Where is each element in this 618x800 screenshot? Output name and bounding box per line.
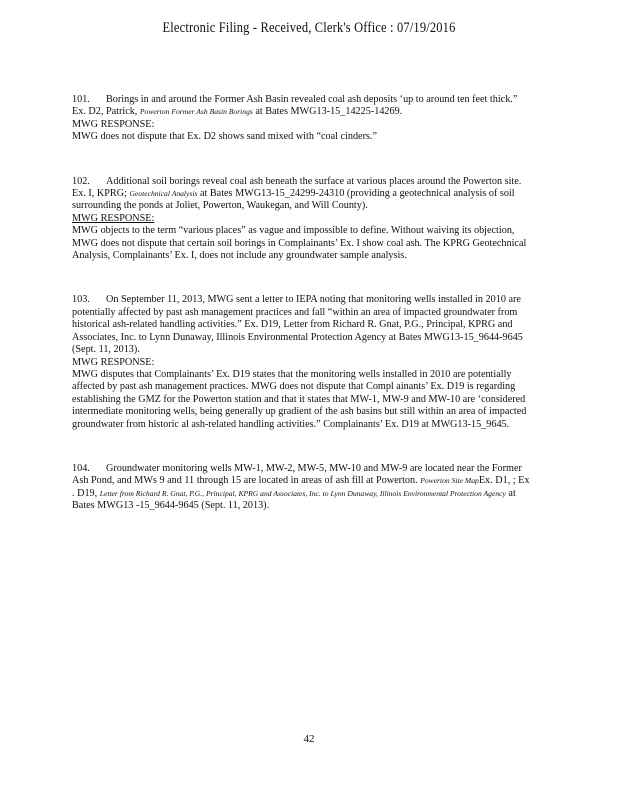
paragraph-number: 104. (72, 462, 90, 474)
exhibit-title: Powerton Site Map (420, 476, 479, 486)
paragraph-text-cont: at Bates MWG13 -15_9644-9645 (Sept. 11, 2013). (72, 487, 516, 512)
paragraph-101 (72, 94, 532, 119)
response-label: MWG RESPONSE: (72, 356, 155, 368)
page-number: 42 (303, 733, 315, 745)
response-text: MWG objects to the term “various places” as vague and impossible to define. Without waiving its objection, MWG does not dispute that certain soil borings in Complainants’ Ex. I show coal ash. The KPRG Geotechnical Analysis, Complainants’ Ex. I, does not include any groundwater sample analysis. (72, 225, 527, 262)
paragraph-104 (72, 463, 532, 513)
paragraph-text: Borings in and around the Former Ash Basin revealed coal ash deposits ‘up to around ten feet thick.” Ex. D2, Patrick, (72, 94, 518, 118)
filing-header: Electronic Filing - Received, Clerk's Office : 07/19/2016 (162, 20, 456, 36)
exhibit-title: Geotechnical Analysis (129, 189, 198, 199)
paragraph-102 (72, 176, 532, 213)
paragraph-text: Additional soil borings reveal coal ash beneath the surface at various places around the Powerton site. Ex. I, KPRG; (72, 175, 522, 200)
exhibit-title: Letter from Richard R. Gnat, P.G., Principal, KPRG and Associates, Inc. to Lynn Dunaway, Illinois Environmental Protection Agency (99, 488, 506, 498)
paragraph-number: 102. (72, 175, 90, 187)
paragraph-text-cont: at Bates MWG13-15_14225-14269. (252, 106, 403, 118)
response-label-text: MWG RESPONSE: (72, 212, 155, 224)
paragraph-text-cont: at Bates MWG13-15_24299-24310 (providing a geotechnical analysis of soil surrounding the ponds at Joliet, Powerton, Waukegan, and Will County). (72, 188, 515, 212)
paragraph-text: On September 11, 2013, MWG sent a letter to IEPA noting that monitoring wells installed in 2010 are potentially affected by past ash management practices and fall “within an area of impacted groundwater from historical ash-related handling activities.” Ex. D19, Letter from Richard R. Gnat, P.G., Principal, KPRG and Associates, Inc. to Lynn Dunaway, Illinois Environmental Protection Agency at Bates MWG13-15_9644-9645 (Sept. 11, 2013). (72, 294, 523, 356)
paragraph-number: 103. (72, 294, 90, 306)
document-body (72, 94, 532, 513)
paragraph-text: Groundwater monitoring wells MW-1, MW-2, MW-5, MW-10 and MW-9 are located near the Former Ash Pond, and MWs 9 and 11 through 15 are located in areas of ash fill at Powerton. (72, 462, 522, 487)
paragraph-103 (72, 294, 532, 356)
response-label: MWG RESPONSE: (72, 118, 155, 130)
exhibit-title: Powerton Former Ash Basin Borings (139, 107, 253, 117)
response-label (72, 213, 532, 225)
response-text: MWG does not dispute that Ex. D2 shows sand mixed with “coal cinders.” (72, 131, 378, 143)
paragraph-number: 101. (72, 94, 90, 105)
response-text: MWG disputes that Complainants’ Ex. D19 states that the monitoring wells installed in 2010 are potentially affected by past ash management practices. MWG does not dispute that Compl ainants’ Ex. D19 is regarding establishing the GMZ for the Powerton station and that it states that MW-1, MW-9 and MW-10 are ‘considered intermediate monitoring wells, being generally up gradient of the ash basins but still within an area of impacted groundwater from historic al ash-related handling activities.” Complainants’ Ex. D19 at MWG13-15_9645. (72, 368, 527, 430)
paragraph-text-cont: Ex. D1, ; Ex . D19, (72, 475, 530, 499)
